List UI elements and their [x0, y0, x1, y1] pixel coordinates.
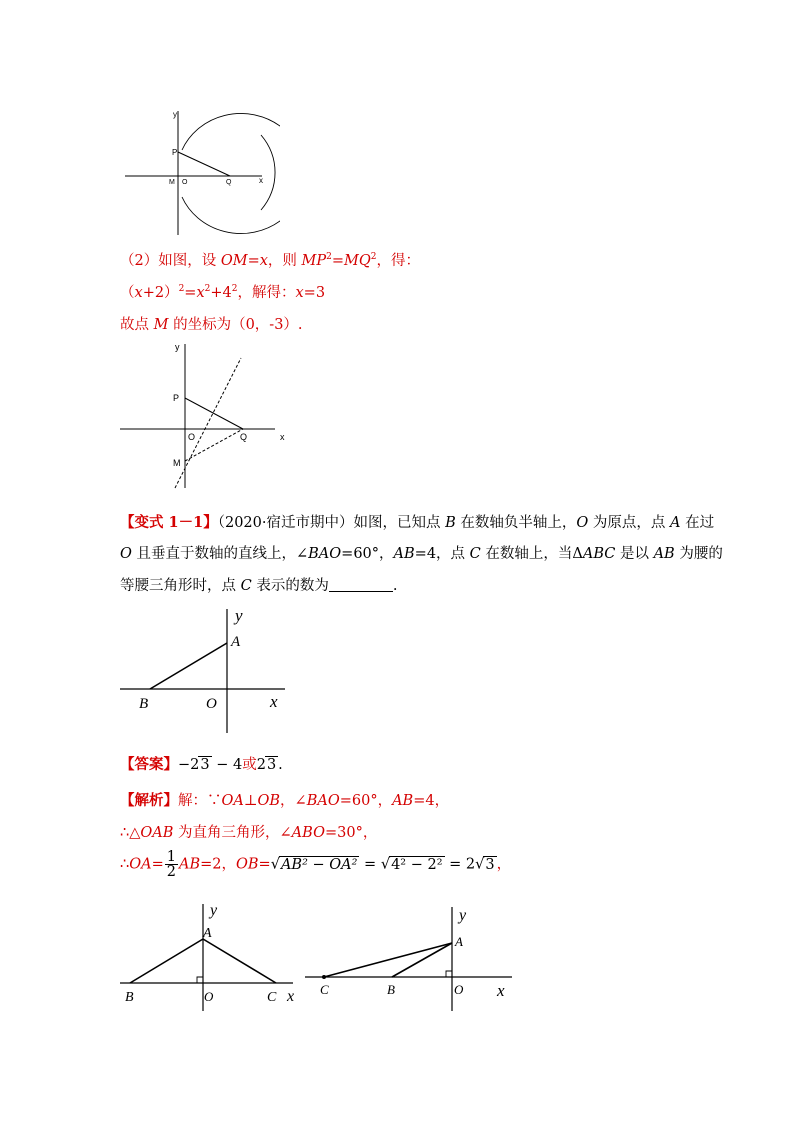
analysis-line2: ∴△OAB 为直角三角形，∠ABO=30°，	[120, 825, 378, 841]
fig5-label-a: A	[455, 934, 463, 949]
fig1-label-q: Q	[226, 179, 232, 186]
analysis-tag: 【解析】	[120, 792, 178, 809]
fig3-label-b: B	[139, 696, 149, 712]
variant-line3: 等腰三角形时，点 C 表示的数为 .	[120, 578, 398, 594]
analysis-line1: 【解析】解：∵OA⊥OB，∠BAO=60°，AB=4，	[120, 792, 450, 809]
fig1-label-m: M	[169, 179, 175, 186]
fig2-label-y: y	[175, 342, 180, 352]
fig2-label-p: P	[173, 393, 180, 403]
fig2-label-x: x	[280, 432, 285, 442]
fig3-label-y: y	[235, 606, 243, 625]
fig4-label-b: B	[125, 990, 134, 1005]
part2-line1: （2）如图，设 OM=x，则 $MP^2=MQ^2$，得：	[120, 252, 420, 269]
fig3-label-o: O	[206, 696, 217, 712]
part2-line3: 故点 M 的坐标为（0，-3）.	[120, 317, 303, 333]
variant-line2: O 且垂直于数轴的直线上，∠BAO=60°，AB=4，点 C 在数轴上，当ΔABC 是以 AB 为腰的	[120, 546, 723, 562]
fig4-label-o: O	[204, 989, 214, 1004]
fig5-label-y: y	[459, 907, 467, 924]
fig4-label-y: y	[210, 902, 218, 919]
fig2-label-o: O	[188, 432, 196, 442]
variant-line1: 【变式 1－1】（2020·宿迁市期中）如图，已知点 B 在数轴负半轴上，O 为原点，点 A 在过	[120, 514, 715, 531]
answer-blank	[329, 577, 393, 592]
fig4-label-x: x	[287, 988, 295, 1005]
figure-solution-right	[300, 903, 520, 1013]
fig2-label-m: M	[173, 458, 181, 468]
fig5-label-o: O	[454, 982, 464, 997]
fig1-label-o: O	[182, 179, 188, 186]
fig1-label-p: P	[172, 148, 178, 157]
analysis-line3: ∴OA= $\frac{1}{2}$ AB=2，OB=√AB² − OA² = √4² − 2² = 2√3 ，	[120, 849, 512, 880]
figure-problem	[115, 603, 295, 738]
fig3-label-a: A	[231, 634, 241, 650]
fig4-label-c: C	[267, 990, 277, 1005]
figure-dashed	[115, 338, 295, 493]
fig3-label-x: x	[270, 692, 278, 711]
fraction-half: $\frac{1}{2}$	[166, 849, 176, 880]
fig5-label-x: x	[497, 981, 505, 1000]
fig1-label-x: x	[259, 176, 263, 185]
answer-line: 【答案】−23 − 4或23 .	[120, 756, 283, 773]
figure-solution-left	[115, 898, 305, 1013]
fig5-label-b: B	[387, 982, 395, 997]
figure-circle	[120, 105, 280, 240]
fig4-label-a: A	[203, 926, 212, 941]
answer-tag: 【答案】	[120, 756, 178, 773]
fig2-label-q: Q	[240, 432, 248, 442]
variant-tag: 【变式 1－1】	[120, 514, 218, 531]
fig1-label-y: y	[173, 110, 177, 119]
fig5-label-c: C	[320, 982, 329, 997]
part2-line2: $(x+2)^2=x^2+4^2$，解得：x=3	[120, 284, 326, 301]
